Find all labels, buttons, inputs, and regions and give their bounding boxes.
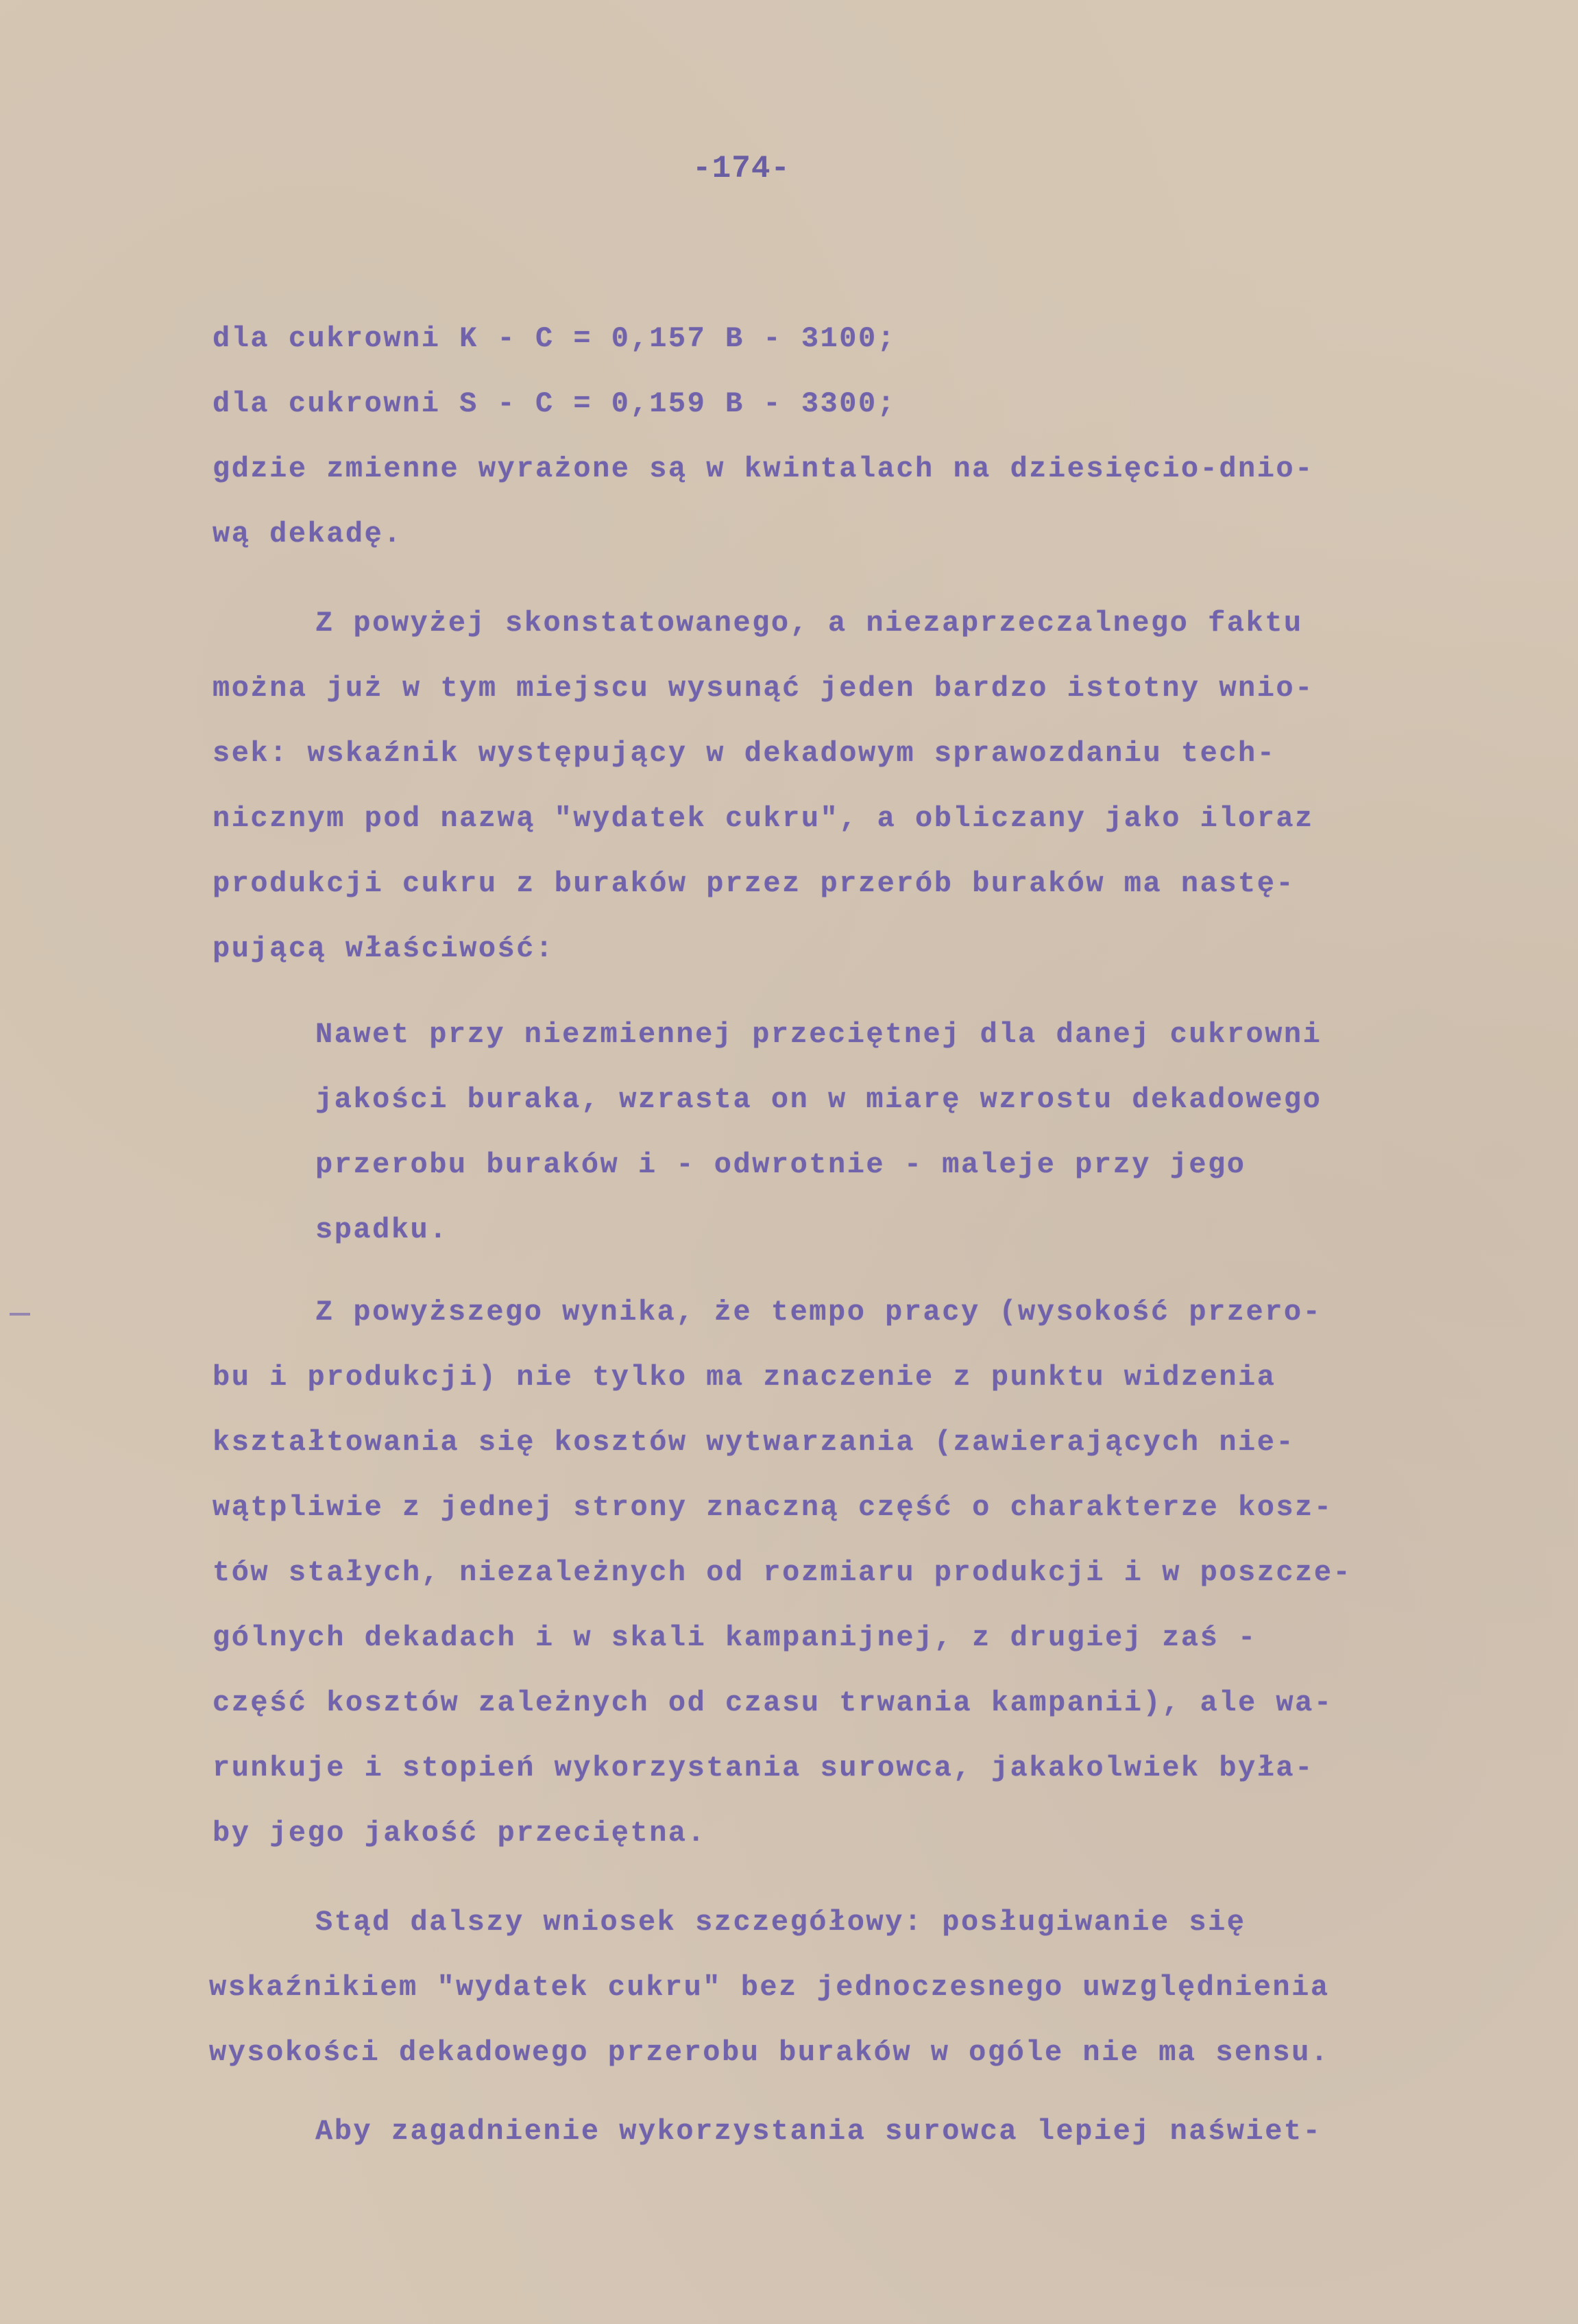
text-line: przerobu buraków i - odwrotnie - maleje przy jego xyxy=(315,1148,1246,1181)
text-line: Stąd dalszy wniosek szczegółowy: posługiwanie się xyxy=(315,1906,1246,1939)
text-line: gdzie zmienne wyrażone są w kwintalach na dziesięcio-dnio- xyxy=(213,452,1314,485)
text-line: wysokości dekadowego przerobu buraków w ogóle nie ma sensu. xyxy=(209,2036,1330,2069)
text-line: bu i produkcji) nie tylko ma znaczenie z punktu widzenia xyxy=(213,1361,1276,1394)
text-line: pującą właściwość: xyxy=(213,932,555,965)
text-line: Nawet przy niezmiennej przeciętnej dla danej cukrowni xyxy=(315,1018,1322,1051)
text-line: runkuje i stopień wykorzystania surowca, jakakolwiek była- xyxy=(213,1752,1314,1784)
text-line: tów stałych, niezależnych od rozmiaru produkcji i w poszcze- xyxy=(213,1556,1352,1589)
text-line: jakości buraka, wzrasta on w miarę wzrostu dekadowego xyxy=(315,1083,1322,1116)
text-line: wątpliwie z jednej strony znaczną część o charakterze kosz- xyxy=(213,1491,1333,1524)
text-line: sek: wskaźnik występujący w dekadowym sprawozdaniu tech- xyxy=(213,737,1276,770)
text-line: Aby zagadnienie wykorzystania surowca lepiej naświet- xyxy=(315,2115,1322,2148)
text-line: produkcji cukru z buraków przez przerób buraków ma nastę- xyxy=(213,867,1296,900)
text-line: spadku. xyxy=(315,1213,448,1246)
formula-line-k: dla cukrowni K - C = 0,157 B - 3100; xyxy=(213,322,897,355)
text-line: Z powyższego wynika, że tempo pracy (wysokość przero- xyxy=(315,1296,1322,1329)
text-line: część kosztów zależnych od czasu trwania kampanii), ale wa- xyxy=(213,1686,1333,1719)
page-number: -174- xyxy=(692,151,791,186)
text-line: można już w tym miejscu wysunąć jeden bardzo istotny wnio- xyxy=(213,672,1314,705)
text-line: gólnych dekadach i w skali kampanijnej, z drugiej zaś - xyxy=(213,1621,1257,1654)
text-line: wą dekadę. xyxy=(213,518,403,550)
margin-mark xyxy=(10,1313,30,1316)
formula-line-s: dla cukrowni S - C = 0,159 B - 3300; xyxy=(213,387,897,420)
text-line: by jego jakość przeciętna. xyxy=(213,1817,707,1850)
text-line: kształtowania się kosztów wytwarzania (zawierających nie- xyxy=(213,1426,1296,1459)
text-line: nicznym pod nazwą "wydatek cukru", a obliczany jako iloraz xyxy=(213,802,1314,835)
text-line: Z powyżej skonstatowanego, a niezaprzeczalnego faktu xyxy=(315,607,1303,640)
text-line: wskaźnikiem "wydatek cukru" bez jednoczesnego uwzględnienia xyxy=(209,1971,1330,2004)
